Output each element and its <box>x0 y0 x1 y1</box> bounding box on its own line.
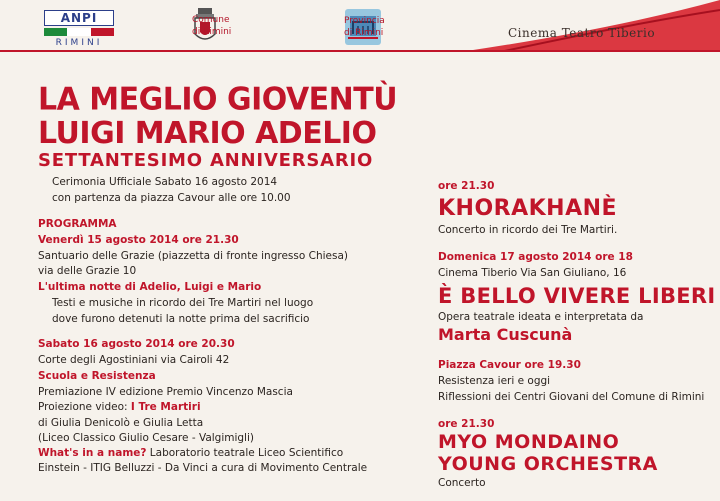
main-title: LA MEGLIO GIOVENTÙ <box>38 81 398 118</box>
comune-rimini-logo <box>192 8 232 44</box>
comune-city: di Rimini <box>192 27 232 37</box>
event2-lab-title: What's in a name? <box>38 447 147 459</box>
event2-line-3: di Giulia Denicolò e Giulia Letta <box>38 417 204 429</box>
right-event2-desc: Opera teatrale ideata e interpretata da <box>438 311 644 323</box>
right-event1-time: ore 21.30 <box>438 180 495 192</box>
anpi-logo <box>44 10 114 48</box>
header-divider <box>0 50 720 52</box>
right-event3-line-1: Resistenza ieri e oggi <box>438 375 551 387</box>
intro-line-1: Cerimonia Ufficiale Sabato 16 agosto 2014 <box>52 176 278 188</box>
event2-video-title: I Tre Martiri <box>130 401 201 413</box>
right-event1-desc: Concerto in ricordo dei Tre Martiri. <box>438 224 618 236</box>
event2-line-6: Einstein - ITIG Belluzzi - Da Vinci a cura di Movimento Centrale <box>38 462 368 474</box>
event1-date: Venerdì 15 agosto 2014 ore 21.30 <box>38 234 239 246</box>
programma-heading: PROGRAMMA <box>38 218 117 230</box>
cinema-tiberio-logo: Cinema Teatro Tiberio <box>508 26 656 40</box>
event2-line-1: Premiazione IV edizione Premio Vincenzo Mascia <box>38 386 293 398</box>
event1-place-2: via delle Grazie 10 <box>38 265 137 277</box>
event1-desc-2: dove furono detenuti la notte prima del sacrificio <box>52 313 310 325</box>
event1-desc-1: Testi e musiche in ricordo dei Tre Martiri nel luogo <box>52 297 314 309</box>
names-title: LUIGI MARIO ADELIO <box>38 116 377 151</box>
right-event4-desc: Concerto <box>438 477 486 489</box>
event1-title: L'ultima notte di Adelio, Luigi e Mario <box>38 281 262 293</box>
provincia-label: Provincia <box>344 16 385 26</box>
event2-line-2-prefix: Proiezione video: <box>38 401 131 413</box>
intro-line-2: con partenza da piazza Cavour alle ore 10.00 <box>52 192 291 204</box>
event2-line-5 <box>38 447 343 459</box>
anpi-logo-city: RIMINI <box>55 38 103 48</box>
event2-line-4: (Liceo Classico Giulio Cesare - Valgimigli) <box>38 432 254 444</box>
right-event2-title: È BELLO VIVERE LIBERI <box>438 284 716 308</box>
right-event1-title: KHORAKHANÈ <box>438 196 618 221</box>
italian-flag-icon <box>44 28 114 36</box>
right-event3-line-2: Riflessioni dei Centri Giovani del Comune di Rimini <box>438 391 705 403</box>
provincia-rimini-logo <box>344 8 386 46</box>
comune-label: Comune <box>192 15 230 25</box>
right-event2-place: Cinema Tiberio Via San Giuliano, 16 <box>438 267 627 279</box>
right-event4-title-1: MYO MONDAINO <box>438 431 620 453</box>
event2-place: Corte degli Agostiniani via Cairoli 42 <box>38 354 230 366</box>
event1-place-1: Santuario delle Grazie (piazzetta di fronte ingresso Chiesa) <box>38 250 348 262</box>
anpi-logo-text: ANPI <box>44 10 114 26</box>
anniversary-subtitle: SETTANTESIMO ANNIVERSARIO <box>38 150 374 171</box>
right-event4-title-2: YOUNG ORCHESTRA <box>438 453 658 475</box>
right-event2-date: Domenica 17 agosto 2014 ore 18 <box>438 251 633 263</box>
right-event4-time: ore 21.30 <box>438 418 495 430</box>
right-event3-place: Piazza Cavour ore 19.30 <box>438 359 581 371</box>
event2-date: Sabato 16 agosto 2014 ore 20.30 <box>38 338 235 350</box>
right-event2-author: Marta Cuscunà <box>438 325 573 344</box>
event2-lab-desc: Laboratorio teatrale Liceo Scientifico <box>146 447 344 459</box>
provincia-city: di Rimini <box>344 28 384 38</box>
event2-title: Scuola e Resistenza <box>38 370 156 382</box>
event2-line-2 <box>38 401 201 413</box>
